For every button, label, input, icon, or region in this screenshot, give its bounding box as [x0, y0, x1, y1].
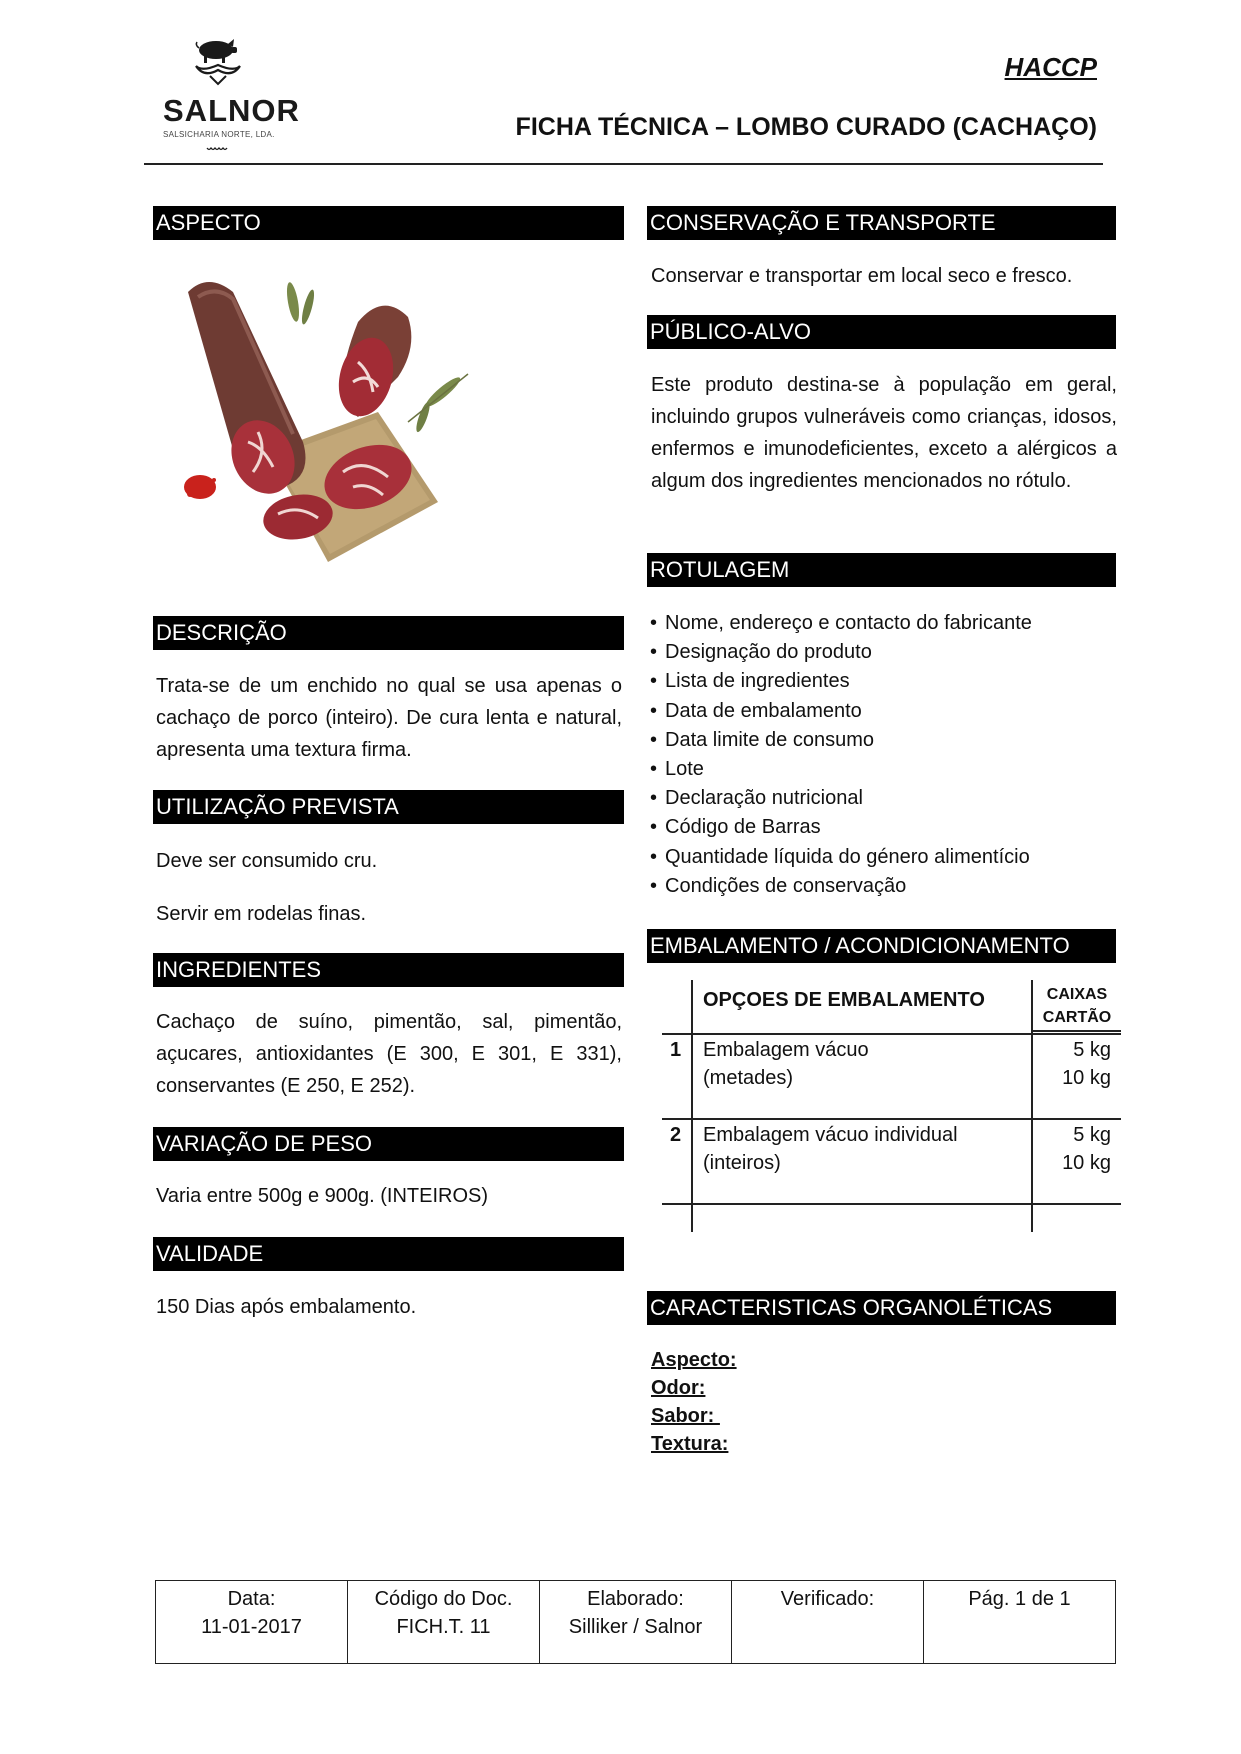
- footer-cell-pagina: [924, 1581, 1115, 1663]
- header-divider: [144, 163, 1103, 165]
- section-conservacao-header: CONSERVAÇÃO E TRANSPORTE: [647, 206, 1116, 240]
- document-title: FICHA TÉCNICA – LOMBO CURADO (CACHAÇO): [515, 113, 1097, 141]
- footer-data-label: Data:: [227, 1588, 276, 1610]
- pig-logo-icon: [188, 36, 248, 86]
- list-item: • Código de Barras: [650, 813, 1120, 842]
- footer-codigo-label: Código do Doc.: [374, 1588, 513, 1610]
- list-item: • Data de embalamento: [650, 697, 1120, 726]
- list-item: • Lote: [650, 755, 1120, 784]
- footer-elaborado-label: Elaborado:: [587, 1588, 684, 1610]
- column-header-boxes: [1037, 983, 1117, 1029]
- column-header-boxes-line-1: CAIXAS: [1046, 986, 1108, 1003]
- conservacao-text: Conservar e transportar em local seco e fresco.: [651, 265, 1073, 287]
- organoleptic-odor-label: Odor:: [651, 1377, 706, 1399]
- table-divider: [662, 1033, 1121, 1035]
- table-divider: [1031, 1030, 1121, 1032]
- ingredientes-text: Cachaço de suíno, pimentão, sal, pimentão, açucares, antioxidantes (E 300, E 301, E 331), conservantes (E 250, E 252).: [156, 1011, 622, 1097]
- row-weight-2: 10 kg: [1062, 1152, 1111, 1174]
- footer-table: [155, 1580, 1116, 1664]
- list-item: • Quantidade líquida do género alimentício: [650, 843, 1120, 872]
- section-publico-header: PÚBLICO-ALVO: [647, 315, 1116, 349]
- footer-cell-codigo: [348, 1581, 540, 1663]
- row-weight-2: 10 kg: [1062, 1067, 1111, 1089]
- footer-cell-verificado: [732, 1581, 924, 1663]
- validade-text: 150 Dias após embalamento.: [156, 1296, 417, 1318]
- utilizacao-line-2: Servir em rodelas finas.: [156, 903, 367, 925]
- row-description-line-2: (metades): [703, 1067, 794, 1089]
- list-item: • Nome, endereço e contacto do fabricante: [650, 609, 1120, 638]
- section-utilizacao-header: UTILIZAÇÃO PREVISTA: [153, 790, 624, 824]
- table-divider: [662, 1203, 1121, 1205]
- footer-codigo-value: FICH.T. 11: [396, 1616, 491, 1638]
- product-photo: [178, 262, 488, 582]
- brand-name: SALNOR: [163, 93, 300, 128]
- footer-cell-elaborado: [540, 1581, 732, 1663]
- row-description-line-2: (inteiros): [703, 1152, 781, 1174]
- section-ingredientes-header: INGREDIENTES: [153, 953, 624, 987]
- section-descricao-header: DESCRIÇÃO: [153, 616, 624, 650]
- brand-subtitle: SALSICHARIA NORTE, LDA.: [163, 130, 275, 139]
- list-item: • Declaração nutricional: [650, 784, 1120, 813]
- rotulagem-list: [650, 609, 1120, 901]
- row-number: 2: [670, 1124, 682, 1146]
- row-description-line-1: Embalagem vácuo individual: [703, 1124, 958, 1146]
- section-validade-header: VALIDADE: [153, 1237, 624, 1271]
- company-logo: [163, 36, 300, 146]
- table-divider: [691, 980, 693, 1232]
- list-item: • Condições de conservação: [650, 872, 1120, 901]
- footer-verificado-label: Verificado:: [780, 1588, 875, 1610]
- list-item: • Data limite de consumo: [650, 726, 1120, 755]
- footer-pagina-label: Pág. 1 de 1: [968, 1588, 1071, 1610]
- organoleptic-fields: [651, 1346, 737, 1458]
- section-embalamento-header: EMBALAMENTO / ACONDICIONAMENTO: [647, 929, 1116, 963]
- row-description-line-1: Embalagem vácuo: [703, 1039, 869, 1061]
- utilizacao-line-1: Deve ser consumido cru.: [156, 850, 378, 872]
- footer-cell-data: [156, 1581, 348, 1663]
- column-header-boxes-line-2: CARTÃO: [1042, 1009, 1112, 1026]
- section-rotulagem-header: ROTULAGEM: [647, 553, 1116, 587]
- variacao-text: Varia entre 500g e 900g. (INTEIROS): [156, 1185, 489, 1207]
- descricao-text: Trata-se de um enchido no qual se usa apenas o cachaço de porco (inteiro). De cura lenta e natural, apresenta uma textura firma.: [156, 675, 622, 761]
- organoleptic-aspecto-label: Aspecto:: [651, 1349, 737, 1371]
- publico-text: Este produto destina-se à população em geral, incluindo grupos vulneráveis como crianças, idosos, enfermos e imunodeficientes, exceto a alérgicos a algum dos ingredientes mencionados no rótulo.: [651, 374, 1117, 492]
- list-item: • Designação do produto: [650, 638, 1120, 667]
- list-item: • Lista de ingredientes: [650, 667, 1120, 696]
- packaging-table: [662, 980, 1121, 1232]
- section-organoleticas-header: CARACTERISTICAS ORGANOLÉTICAS: [647, 1291, 1116, 1325]
- footer-data-value: 11-01-2017: [201, 1616, 302, 1638]
- footer-elaborado-value: Silliker / Salnor: [568, 1616, 703, 1638]
- table-divider: [662, 1118, 1121, 1120]
- organoleptic-textura-label: Textura:: [651, 1433, 729, 1455]
- row-weight-1: 5 kg: [1073, 1124, 1111, 1146]
- row-weight-1: 5 kg: [1073, 1039, 1111, 1061]
- haccp-label: HACCP: [1004, 52, 1097, 82]
- section-variacao-header: VARIAÇÃO DE PESO: [153, 1127, 624, 1161]
- section-aspecto-header: ASPECTO: [153, 206, 624, 240]
- row-number: 1: [670, 1039, 682, 1061]
- wave-ornament-icon: [206, 146, 230, 152]
- column-header-options: OPÇOES DE EMBALAMENTO: [703, 989, 985, 1011]
- table-divider: [1031, 980, 1033, 1232]
- organoleptic-sabor-label: Sabor:: [651, 1405, 720, 1427]
